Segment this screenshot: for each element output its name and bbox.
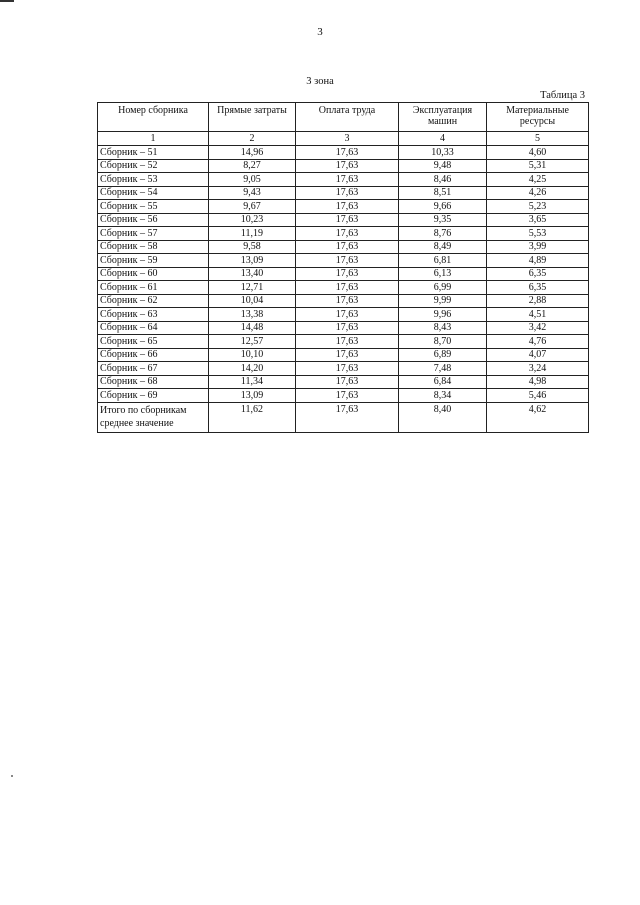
table-row xyxy=(98,227,589,241)
table-cell: 17,63 xyxy=(296,389,399,403)
table-cell: 14,20 xyxy=(209,362,296,376)
collection-name: Сборник – 51 xyxy=(98,146,209,160)
table-cell: 17,63 xyxy=(296,200,399,214)
collection-name: Сборник – 65 xyxy=(98,335,209,349)
column-number: 4 xyxy=(399,132,487,146)
table-cell: 8,51 xyxy=(399,186,487,200)
column-number: 5 xyxy=(487,132,589,146)
collection-name: Сборник – 63 xyxy=(98,308,209,322)
table-cell: 8,49 xyxy=(399,240,487,254)
table-cell: 3,24 xyxy=(487,362,589,376)
table-row xyxy=(98,267,589,281)
table-cell: 4,51 xyxy=(487,308,589,322)
table-cell: 17,63 xyxy=(296,348,399,362)
table-row xyxy=(98,308,589,322)
column-header: Эксплуатация машин xyxy=(399,103,487,132)
table-cell: 17,63 xyxy=(296,146,399,160)
table-row xyxy=(98,362,589,376)
table-cell: 17,63 xyxy=(296,294,399,308)
table-cell: 4,60 xyxy=(487,146,589,160)
total-value: 17,63 xyxy=(296,402,399,432)
collection-name: Сборник – 57 xyxy=(98,227,209,241)
zone-title: 3 зона xyxy=(306,76,334,87)
total-value: 11,62 xyxy=(209,402,296,432)
table-cell: 3,99 xyxy=(487,240,589,254)
table-cell: 9,96 xyxy=(399,308,487,322)
table-cell: 17,63 xyxy=(296,227,399,241)
table-cell: 17,63 xyxy=(296,335,399,349)
table-cell: 8,34 xyxy=(399,389,487,403)
table-row xyxy=(98,213,589,227)
table-cell: 9,05 xyxy=(209,173,296,187)
table-cell: 8,46 xyxy=(399,173,487,187)
table-cell: 4,76 xyxy=(487,335,589,349)
table-cell: 4,89 xyxy=(487,254,589,268)
table-cell: 17,63 xyxy=(296,375,399,389)
total-value: 8,40 xyxy=(399,402,487,432)
table-cell: 10,33 xyxy=(399,146,487,160)
collection-name: Сборник – 68 xyxy=(98,375,209,389)
table-cell: 10,04 xyxy=(209,294,296,308)
collection-name: Сборник – 53 xyxy=(98,173,209,187)
collection-name: Сборник – 54 xyxy=(98,186,209,200)
table-cell: 4,25 xyxy=(487,173,589,187)
table-cell: 17,63 xyxy=(296,308,399,322)
total-value: 4,62 xyxy=(487,402,589,432)
table-cell: 13,38 xyxy=(209,308,296,322)
table-cell: 11,19 xyxy=(209,227,296,241)
table-cell: 9,35 xyxy=(399,213,487,227)
table-cell: 4,26 xyxy=(487,186,589,200)
table-cell: 4,07 xyxy=(487,348,589,362)
collection-name: Сборник – 60 xyxy=(98,267,209,281)
table-row xyxy=(98,200,589,214)
table-cell: 17,63 xyxy=(296,159,399,173)
column-header: Прямые затраты xyxy=(209,103,296,132)
table-cell: 6,13 xyxy=(399,267,487,281)
table-header-row xyxy=(98,103,589,132)
collection-name: Сборник – 58 xyxy=(98,240,209,254)
table-cell: 9,48 xyxy=(399,159,487,173)
table-cell: 13,09 xyxy=(209,389,296,403)
table-cell: 17,63 xyxy=(296,213,399,227)
table-cell: 6,35 xyxy=(487,267,589,281)
table-cell: 3,65 xyxy=(487,213,589,227)
table-cell: 8,43 xyxy=(399,321,487,335)
table-label: Таблица 3 xyxy=(540,90,585,101)
table-cell: 5,53 xyxy=(487,227,589,241)
table-row xyxy=(98,348,589,362)
total-label xyxy=(98,402,209,432)
collection-name: Сборник – 69 xyxy=(98,389,209,403)
collection-name: Сборник – 66 xyxy=(98,348,209,362)
table-cell: 9,67 xyxy=(209,200,296,214)
collection-name: Сборник – 52 xyxy=(98,159,209,173)
table-cell: 17,63 xyxy=(296,362,399,376)
table-row xyxy=(98,186,589,200)
table-cell: 17,63 xyxy=(296,321,399,335)
table-cell: 9,43 xyxy=(209,186,296,200)
table-row xyxy=(98,389,589,403)
scan-mark xyxy=(0,0,14,2)
column-header: Номер сборника xyxy=(98,103,209,132)
table-cell: 17,63 xyxy=(296,254,399,268)
table-cell: 6,84 xyxy=(399,375,487,389)
column-header: Материальные ресурсы xyxy=(487,103,589,132)
table-cell: 5,31 xyxy=(487,159,589,173)
column-number: 3 xyxy=(296,132,399,146)
table-cell: 13,40 xyxy=(209,267,296,281)
table-cell: 8,70 xyxy=(399,335,487,349)
table-cell: 6,99 xyxy=(399,281,487,295)
collection-name: Сборник – 55 xyxy=(98,200,209,214)
table-cell: 17,63 xyxy=(296,267,399,281)
table-cell: 17,63 xyxy=(296,240,399,254)
collection-name: Сборник – 64 xyxy=(98,321,209,335)
table-row xyxy=(98,375,589,389)
table-cell: 5,46 xyxy=(487,389,589,403)
collection-name: Сборник – 59 xyxy=(98,254,209,268)
page-number: 3 xyxy=(317,26,323,38)
table-cell: 10,23 xyxy=(209,213,296,227)
total-label-line2: среднее значение xyxy=(100,417,174,429)
table-cell: 5,23 xyxy=(487,200,589,214)
column-number: 2 xyxy=(209,132,296,146)
table-cell: 6,35 xyxy=(487,281,589,295)
table-cell: 3,42 xyxy=(487,321,589,335)
column-number-row xyxy=(98,132,589,146)
table-cell: 4,98 xyxy=(487,375,589,389)
table-cell: 13,09 xyxy=(209,254,296,268)
table-cell: 17,63 xyxy=(296,281,399,295)
table-body xyxy=(98,132,589,403)
table-cell: 9,99 xyxy=(399,294,487,308)
table-cell: 6,89 xyxy=(399,348,487,362)
table-cell: 2,88 xyxy=(487,294,589,308)
collection-name: Сборник – 56 xyxy=(98,213,209,227)
table-row xyxy=(98,159,589,173)
column-number: 1 xyxy=(98,132,209,146)
data-table xyxy=(97,102,589,433)
total-label-line1: Итого по сборникам xyxy=(100,404,187,416)
total-row xyxy=(98,402,589,432)
table-cell: 9,66 xyxy=(399,200,487,214)
table-row xyxy=(98,335,589,349)
table-row xyxy=(98,321,589,335)
table-row xyxy=(98,294,589,308)
scan-dot xyxy=(11,775,13,777)
table-row xyxy=(98,146,589,160)
table-cell: 17,63 xyxy=(296,173,399,187)
column-header: Оплата труда xyxy=(296,103,399,132)
table-cell: 7,48 xyxy=(399,362,487,376)
table-cell: 9,58 xyxy=(209,240,296,254)
table-cell: 14,96 xyxy=(209,146,296,160)
table-cell: 12,57 xyxy=(209,335,296,349)
collection-name: Сборник – 67 xyxy=(98,362,209,376)
table-row xyxy=(98,173,589,187)
table-row xyxy=(98,254,589,268)
collection-name: Сборник – 61 xyxy=(98,281,209,295)
table-cell: 8,76 xyxy=(399,227,487,241)
table-cell: 17,63 xyxy=(296,186,399,200)
table-cell: 6,81 xyxy=(399,254,487,268)
table-row xyxy=(98,281,589,295)
table-cell: 12,71 xyxy=(209,281,296,295)
collection-name: Сборник – 62 xyxy=(98,294,209,308)
table-cell: 10,10 xyxy=(209,348,296,362)
table-cell: 14,48 xyxy=(209,321,296,335)
table-row xyxy=(98,240,589,254)
table-cell: 8,27 xyxy=(209,159,296,173)
table-cell: 11,34 xyxy=(209,375,296,389)
